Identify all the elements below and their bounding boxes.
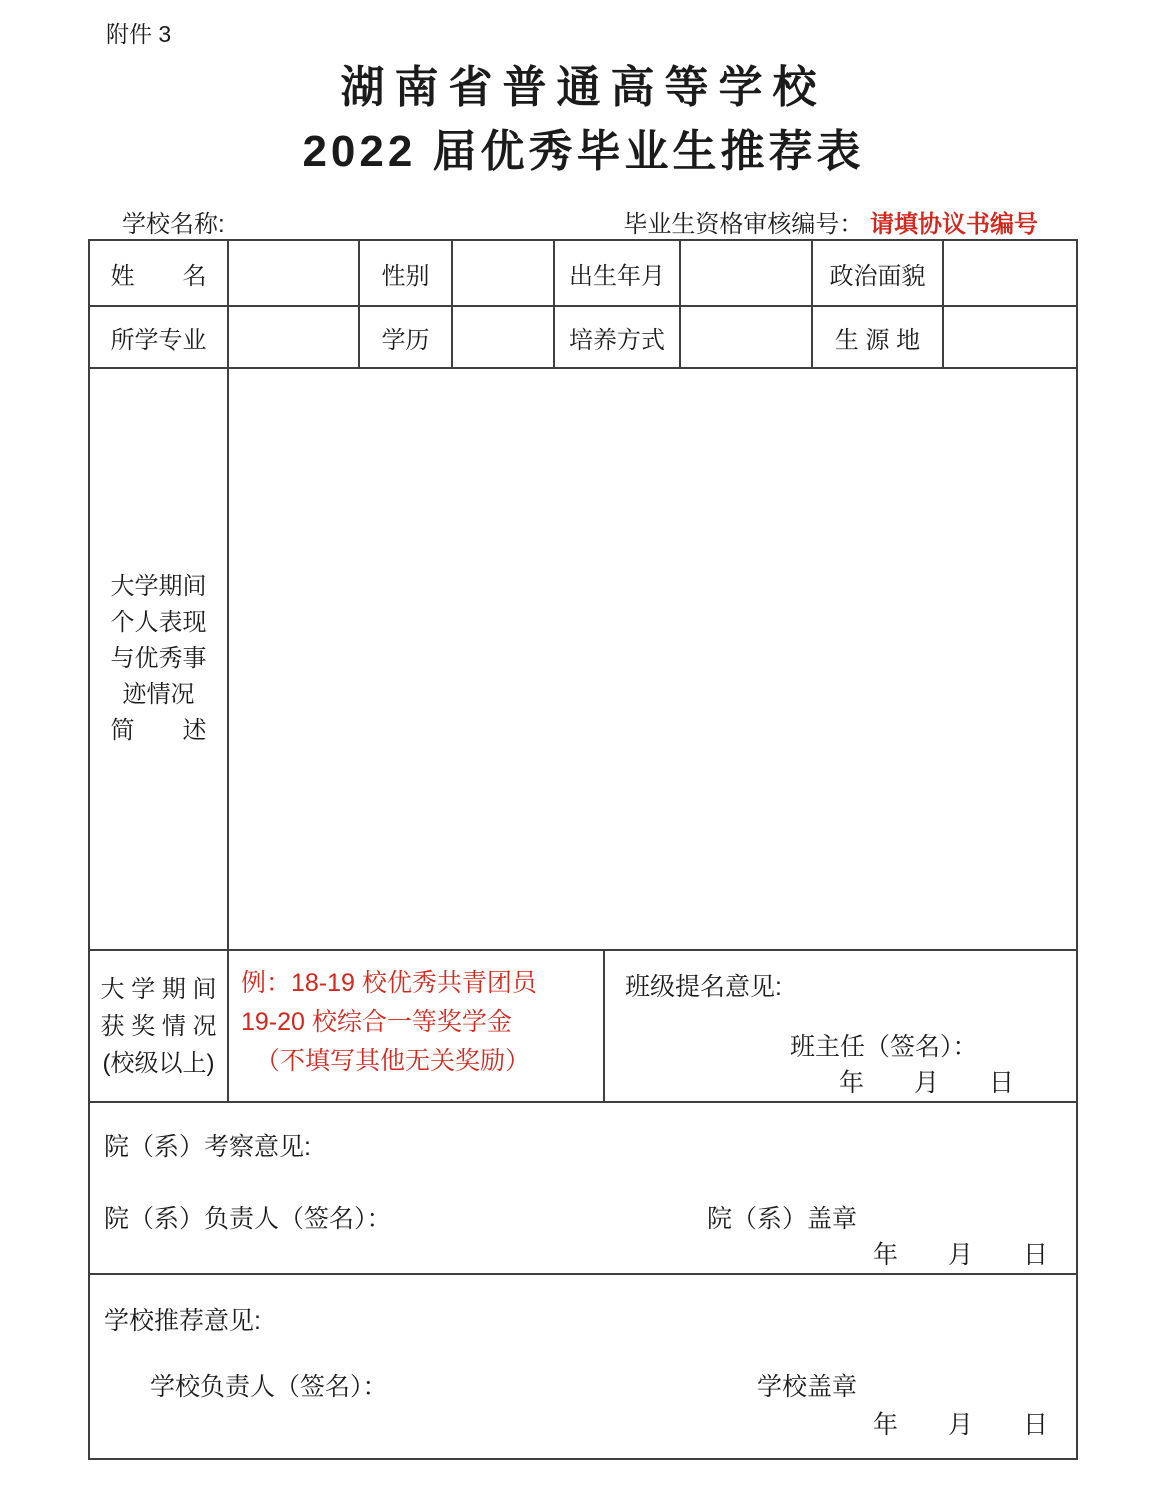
awards-example-text[interactable]	[229, 951, 605, 1101]
audit-number-group	[623, 204, 1078, 239]
class-nomination-cell	[605, 951, 1076, 1101]
info-row-2	[90, 307, 1076, 369]
school-recommendation-date-label: 年 月 日	[872, 1411, 1048, 1439]
class-teacher-signature-label[interactable]: 班主任（签名）：	[790, 1033, 978, 1061]
awards-label-line: 获 奖 情 况	[100, 1012, 217, 1040]
field-value-origin[interactable]	[944, 307, 1076, 367]
field-value-name[interactable]	[229, 241, 360, 305]
class-nomination-date-label: 年 月 日	[838, 1069, 1014, 1097]
performance-label-line: 迹情况	[122, 681, 195, 708]
department-review-title: 院（系）考察意见:	[104, 1133, 311, 1161]
field-label-degree: 学历	[360, 307, 453, 367]
field-value-gender[interactable]	[453, 241, 555, 305]
field-value-major[interactable]	[229, 307, 360, 367]
field-label-name: 姓 名	[90, 241, 229, 305]
form-title-line1: 湖南省普通高等学校	[340, 63, 827, 112]
audit-number-label: 毕业生资格审核编号：	[623, 211, 864, 238]
awards-label-line: 大 学 期 间	[100, 975, 217, 1003]
field-label-birthdate: 出生年月	[555, 241, 681, 305]
info-row-1	[90, 241, 1076, 307]
awards-label	[90, 951, 229, 1101]
field-value-training-mode[interactable]	[681, 307, 813, 367]
class-nomination-title: 班级提名意见:	[625, 973, 782, 1001]
form-header-row	[88, 204, 1078, 239]
performance-content-area[interactable]	[229, 369, 1076, 949]
field-label-major: 所学专业	[90, 307, 229, 367]
field-label-training-mode: 培养方式	[555, 307, 681, 367]
field-value-birthdate[interactable]	[681, 241, 813, 305]
field-value-degree[interactable]	[453, 307, 555, 367]
department-review-date-label: 年 月 日	[872, 1241, 1048, 1269]
field-label-gender: 性别	[360, 241, 453, 305]
recommendation-form-table	[88, 239, 1078, 1460]
performance-label-line: 与优秀事	[110, 645, 207, 672]
awards-example-line: 例：18-19 校优秀共青团员	[241, 969, 537, 997]
performance-section	[90, 369, 1076, 951]
department-head-signature-label[interactable]: 院（系）负责人（签名）：	[104, 1205, 392, 1233]
field-label-origin: 生 源 地	[813, 307, 944, 367]
performance-label-line: 大学期间	[110, 573, 207, 600]
form-title-line2: 2022 届优秀毕业生推荐表	[302, 127, 865, 176]
school-seal-label: 学校盖章	[757, 1373, 858, 1401]
awards-example-line: （不填写其他无关奖励）	[255, 1047, 531, 1075]
school-name-label: 学校名称:	[122, 211, 225, 238]
performance-label-line: 简 述	[110, 717, 207, 744]
awards-nomination-section	[90, 951, 1076, 1103]
attachment-label: 附件 3	[106, 21, 172, 47]
school-recommendation-title: 学校推荐意见:	[104, 1307, 261, 1335]
field-label-political-status: 政治面貌	[813, 241, 944, 305]
awards-example-line: 19-20 校综合一等奖学金	[241, 1008, 512, 1036]
school-recommendation-section	[90, 1275, 1076, 1458]
performance-label	[90, 369, 229, 949]
awards-label-line: (校级以上)	[102, 1049, 215, 1077]
school-head-signature-label[interactable]: 学校负责人（签名）：	[150, 1373, 388, 1401]
department-seal-label: 院（系）盖章	[707, 1205, 858, 1233]
audit-number-hint: 请填协议书编号	[870, 211, 1038, 238]
performance-label-line: 个人表现	[110, 609, 207, 636]
form-title	[0, 56, 1167, 184]
field-value-political-status[interactable]	[944, 241, 1076, 305]
department-review-section	[90, 1103, 1076, 1275]
